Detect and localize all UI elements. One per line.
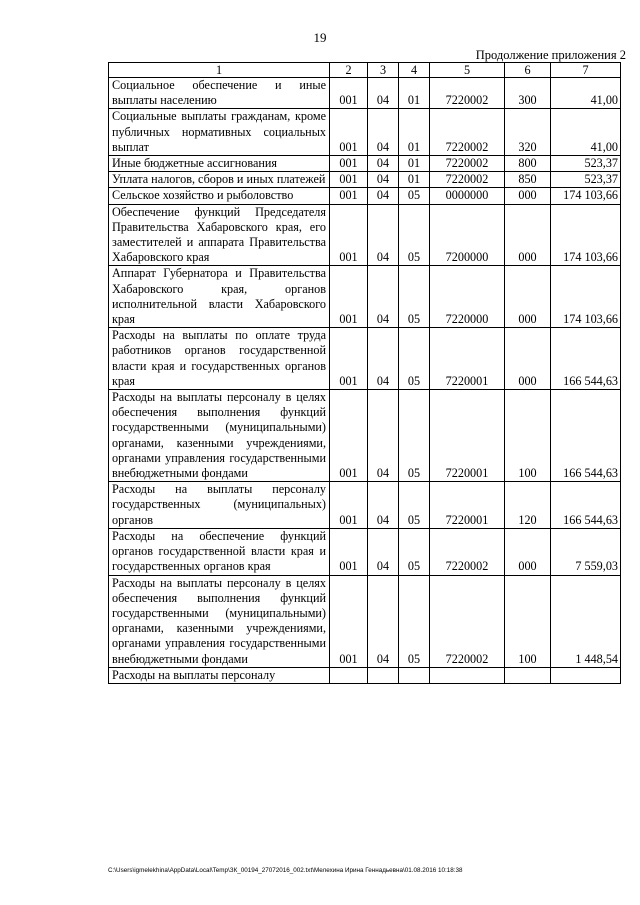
code-target-cell: 7220001 — [430, 328, 505, 390]
amount-cell: 41,00 — [551, 78, 621, 109]
code-expense-type-cell: 000 — [505, 188, 551, 204]
amount-cell: 1 448,54 — [551, 575, 621, 667]
amount-cell: 7 559,03 — [551, 528, 621, 575]
code-section-cell: 04 — [368, 204, 399, 266]
file-path-footer: C:\Users\igmelekhina\AppData\Local\Temp\ЗК_00194_27072016_002.txt\Мелехина Ирина Геннадьевна\01.08.2016 10:18:38 — [108, 867, 463, 874]
row-name-cell: Расходы на выплаты по оплате труда работников органов государственной власти края и государственных органов края — [109, 328, 330, 390]
code-ministry-cell: 001 — [330, 528, 368, 575]
table-body — [109, 78, 621, 684]
row-name-cell: Сельское хозяйство и рыболовство — [109, 188, 330, 204]
code-ministry-cell — [330, 667, 368, 683]
table-row — [109, 328, 621, 390]
continuation-label: Продолжение приложения 2 — [475, 48, 626, 62]
code-expense-type-cell: 300 — [505, 78, 551, 109]
budget-table — [108, 62, 621, 684]
code-target-cell: 7220002 — [430, 575, 505, 667]
code-section-cell: 04 — [368, 390, 399, 482]
table-row — [109, 204, 621, 266]
code-subsection-cell — [399, 667, 430, 683]
row-name-cell: Социальное обеспечение и иные выплаты населению — [109, 78, 330, 109]
code-ministry-cell: 001 — [330, 390, 368, 482]
code-ministry-cell: 001 — [330, 109, 368, 156]
code-section-cell: 04 — [368, 78, 399, 109]
code-target-cell: 7220000 — [430, 266, 505, 328]
table-row — [109, 78, 621, 109]
amount-cell: 166 544,63 — [551, 482, 621, 529]
row-name-cell: Расходы на выплаты персоналу — [109, 667, 330, 683]
code-section-cell: 04 — [368, 328, 399, 390]
code-target-cell: 7220002 — [430, 156, 505, 172]
code-target-cell: 7220002 — [430, 172, 505, 188]
amount-cell: 174 103,66 — [551, 204, 621, 266]
row-name-cell: Социальные выплаты гражданам, кроме публичных нормативных социальных выплат — [109, 109, 330, 156]
code-expense-type-cell: 000 — [505, 528, 551, 575]
table-row — [109, 156, 621, 172]
row-name-cell: Уплата налогов, сборов и иных платежей — [109, 172, 330, 188]
code-expense-type-cell: 100 — [505, 390, 551, 482]
code-subsection-cell: 05 — [399, 528, 430, 575]
table-row — [109, 109, 621, 156]
page-number: 19 — [313, 30, 327, 45]
row-name-cell: Аппарат Губернатора и Правительства Хабаровского края, органов исполнительной власти Хабаровского края — [109, 266, 330, 328]
code-section-cell: 04 — [368, 575, 399, 667]
code-section-cell: 04 — [368, 188, 399, 204]
code-expense-type-cell — [505, 667, 551, 683]
code-subsection-cell: 05 — [399, 204, 430, 266]
table-row — [109, 575, 621, 667]
table-row — [109, 482, 621, 529]
code-expense-type-cell: 850 — [505, 172, 551, 188]
column-header: 7 — [551, 63, 621, 78]
code-section-cell: 04 — [368, 482, 399, 529]
amount-cell — [551, 667, 621, 683]
code-expense-type-cell: 320 — [505, 109, 551, 156]
code-subsection-cell: 05 — [399, 328, 430, 390]
table-row — [109, 667, 621, 683]
code-target-cell: 7220002 — [430, 109, 505, 156]
code-target-cell: 7220001 — [430, 482, 505, 529]
row-name-cell: Расходы на выплаты персоналу государственных (муниципальных) органов — [109, 482, 330, 529]
code-target-cell: 7220002 — [430, 78, 505, 109]
row-name-cell: Обеспечение функций Председателя Правительства Хабаровского края, его заместителей и аппарата Правительства Хабаровского края — [109, 204, 330, 266]
code-expense-type-cell: 800 — [505, 156, 551, 172]
row-name-cell: Расходы на выплаты персоналу в целях обеспечения выполнения функций государственными (муниципальными) органами, казенными учреждениями, органами управления государственными внебюджетными фондами — [109, 575, 330, 667]
column-header: 2 — [330, 63, 368, 78]
table-row — [109, 188, 621, 204]
code-subsection-cell: 01 — [399, 172, 430, 188]
table-row — [109, 528, 621, 575]
column-header: 6 — [505, 63, 551, 78]
code-section-cell: 04 — [368, 156, 399, 172]
code-ministry-cell: 001 — [330, 188, 368, 204]
code-expense-type-cell: 100 — [505, 575, 551, 667]
code-expense-type-cell: 120 — [505, 482, 551, 529]
code-subsection-cell: 01 — [399, 156, 430, 172]
table-row — [109, 390, 621, 482]
code-expense-type-cell: 000 — [505, 328, 551, 390]
amount-cell: 174 103,66 — [551, 266, 621, 328]
code-ministry-cell: 001 — [330, 482, 368, 529]
row-name-cell: Расходы на выплаты персоналу в целях обеспечения выполнения функций государственными (муниципальными) органами, казенными учреждениями, органами управления государственными внебюджетными фондами — [109, 390, 330, 482]
code-section-cell: 04 — [368, 172, 399, 188]
code-target-cell: 7200000 — [430, 204, 505, 266]
code-target-cell: 0000000 — [430, 188, 505, 204]
code-ministry-cell: 001 — [330, 204, 368, 266]
amount-cell: 166 544,63 — [551, 390, 621, 482]
row-name-cell: Иные бюджетные ассигнования — [109, 156, 330, 172]
code-ministry-cell: 001 — [330, 172, 368, 188]
column-header: 5 — [430, 63, 505, 78]
amount-cell: 523,37 — [551, 156, 621, 172]
code-ministry-cell: 001 — [330, 328, 368, 390]
code-target-cell — [430, 667, 505, 683]
header-row — [109, 63, 621, 78]
code-target-cell: 7220002 — [430, 528, 505, 575]
code-ministry-cell: 001 — [330, 575, 368, 667]
amount-cell: 166 544,63 — [551, 328, 621, 390]
code-ministry-cell: 001 — [330, 78, 368, 109]
table-row — [109, 172, 621, 188]
code-ministry-cell: 001 — [330, 156, 368, 172]
code-section-cell — [368, 667, 399, 683]
amount-cell: 41,00 — [551, 109, 621, 156]
code-expense-type-cell: 000 — [505, 266, 551, 328]
code-subsection-cell: 01 — [399, 78, 430, 109]
code-subsection-cell: 05 — [399, 188, 430, 204]
code-section-cell: 04 — [368, 266, 399, 328]
code-subsection-cell: 05 — [399, 390, 430, 482]
code-subsection-cell: 05 — [399, 482, 430, 529]
code-target-cell: 7220001 — [430, 390, 505, 482]
column-header: 4 — [399, 63, 430, 78]
code-subsection-cell: 01 — [399, 109, 430, 156]
code-section-cell: 04 — [368, 528, 399, 575]
row-name-cell: Расходы на обеспечение функций органов государственной власти края и государственных органов края — [109, 528, 330, 575]
code-ministry-cell: 001 — [330, 266, 368, 328]
amount-cell: 523,37 — [551, 172, 621, 188]
table-row — [109, 266, 621, 328]
code-subsection-cell: 05 — [399, 575, 430, 667]
column-header: 1 — [109, 63, 330, 78]
amount-cell: 174 103,66 — [551, 188, 621, 204]
code-expense-type-cell: 000 — [505, 204, 551, 266]
code-subsection-cell: 05 — [399, 266, 430, 328]
code-section-cell: 04 — [368, 109, 399, 156]
column-header: 3 — [368, 63, 399, 78]
